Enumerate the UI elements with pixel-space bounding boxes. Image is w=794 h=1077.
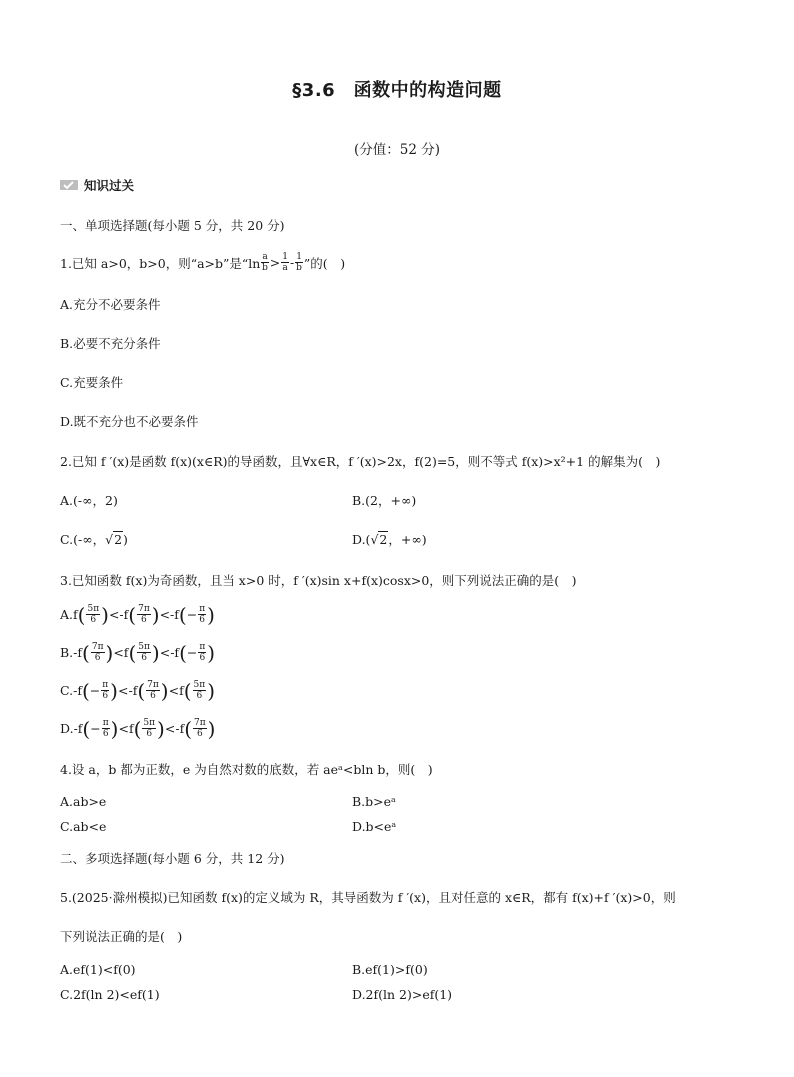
frac-7pi-6	[137, 604, 151, 625]
func-neg-f: -f	[73, 645, 83, 660]
score-info: (分值：52 分)	[353, 142, 440, 158]
func-neg-f: -f	[170, 645, 180, 660]
section-header	[60, 176, 134, 194]
frac-5pi-6	[86, 604, 100, 625]
func-f: f	[179, 683, 184, 698]
frac-pi-6	[198, 642, 206, 663]
func-neg-f: -f	[119, 607, 129, 622]
frac-numerator: 7π	[194, 718, 206, 728]
q3-option-b[interactable]: B. -f ( $\frac{7\pi}{6}$ ) < f ( $\frac{5\pi}{6}$ ) < -f ( − $\frac{\pi}{6}$ )	[60, 640, 216, 665]
frac-pi-6	[198, 604, 206, 625]
frac-denominator: 6	[199, 653, 206, 663]
q2-c-prefix: C.(-∞，	[60, 532, 106, 547]
option-label: C.	[60, 683, 74, 698]
frac-numerator: 1	[296, 252, 302, 262]
q2-option-d[interactable]	[352, 530, 427, 548]
frac-numerator: 7π	[147, 680, 159, 690]
option-label: D.	[60, 721, 74, 736]
frac-7pi-6	[193, 718, 207, 739]
q1-frac-1-over-a	[281, 252, 289, 273]
frac-numerator: π	[102, 680, 109, 690]
q5-option-a[interactable]: A.ef(1)<f(0)	[60, 962, 136, 977]
q2-option-a[interactable]: A.(-∞，2)	[60, 493, 118, 508]
lt: <	[113, 645, 124, 660]
frac-7pi-6	[146, 680, 160, 701]
frac-pi-6	[102, 718, 110, 739]
q3-option-a[interactable]: A. f ( $\frac{5\pi}{6}$ ) < -f ( $\frac{7\pi}{6}$ ) < -f ( − $\frac{\pi}{6}$ )	[60, 602, 215, 627]
frac-numerator: 7π	[138, 604, 150, 614]
sqrt-symbol: √ 2	[105, 532, 123, 547]
frac-denominator: 6	[150, 691, 156, 701]
frac-denominator: 6	[199, 615, 206, 625]
q1-option-c[interactable]: C.充要条件	[60, 375, 124, 390]
frac-denominator: 6	[141, 653, 147, 663]
q3-option-c[interactable]: C. -f ( − $\frac{\pi}{6}$ ) < -f ( $\frac{7\pi}{6}$ ) < f ( $\frac{5\pi}{6}$ )	[60, 678, 216, 703]
lt: <	[108, 607, 120, 622]
frac-denominator: 6	[146, 729, 153, 739]
frac-numerator: 5π	[143, 718, 156, 728]
q5-option-b[interactable]: B.ef(1)>f(0)	[352, 962, 428, 977]
part2-heading: 二、多项选择题(每小题 6 分，共 12 分)	[60, 851, 285, 866]
q1-minus: -	[289, 255, 295, 270]
q5-option-d[interactable]: D.2f(ln 2)>ef(1)	[352, 987, 453, 1002]
q4-option-b[interactable]: B.b>eᵃ	[352, 794, 396, 809]
frac-numerator: π	[102, 718, 109, 728]
checkmark-icon	[60, 179, 78, 191]
q1-option-b[interactable]: B.必要不充分条件	[60, 336, 161, 351]
sqrt-radicand: 2	[114, 532, 123, 547]
question-5-stem-line2: 下列说法正确的是( )	[60, 929, 183, 944]
func-neg-f: -f	[175, 721, 185, 736]
frac-numerator: 5π	[87, 604, 100, 614]
question-4-stem: 4.设 a，b 都为正数，e 为自然对数的底数，若 aeᵃ<bln b，则( )	[60, 762, 433, 777]
section-label: 知识过关	[84, 178, 135, 193]
sqrt-radicand: 2	[379, 532, 388, 547]
q2-d-suffix: ，+∞)	[388, 532, 427, 547]
question-5-stem-line1: 5.(2025·滁州模拟)已知函数 f(x)的定义域为 R，其导函数为 f ′(x)，且对任意的 x∈R，都有 f(x)+f ′(x)>0，则	[60, 890, 676, 905]
frac-numerator: π	[199, 642, 206, 652]
frac-5pi-6	[142, 718, 156, 739]
frac-pi-6	[101, 680, 109, 701]
func-neg-f: -f	[73, 721, 83, 736]
q1-prefix: 1.已知 a>0，b>0，则“a>b”是“ln	[60, 255, 261, 271]
frac-7pi-6	[91, 642, 105, 663]
neg-sign: −	[186, 645, 198, 660]
q4-option-c[interactable]: C.ab<e	[60, 819, 107, 834]
func-neg-f: -f	[128, 683, 138, 698]
frac-5pi-6	[193, 680, 207, 701]
lt: <	[159, 607, 171, 622]
q2-c-suffix: )	[123, 531, 128, 547]
q3-option-d[interactable]: D. -f ( − $\frac{\pi}{6}$ ) < f ( $\frac{5\pi}{6}$ ) < -f ( $\frac{7\pi}{6}$ )	[60, 716, 216, 741]
func-neg-f: -f	[73, 683, 82, 698]
frac-numerator: a	[262, 252, 268, 262]
frac-denominator: 6	[196, 729, 203, 739]
option-label: B.	[60, 645, 74, 660]
lt: <	[159, 645, 171, 660]
frac-denominator: 6	[196, 691, 203, 701]
lt: <	[118, 721, 129, 736]
frac-numerator: 5π	[193, 680, 206, 690]
frac-denominator: 6	[94, 653, 101, 663]
neg-sign: −	[89, 683, 101, 698]
frac-denominator: a	[282, 263, 288, 273]
frac-5pi-6	[137, 642, 151, 663]
q1-frac-a-over-b	[261, 252, 268, 273]
frac-denominator: 6	[102, 691, 109, 701]
option-label: A.	[60, 607, 74, 622]
q4-option-a[interactable]: A.ab>e	[60, 794, 107, 809]
question-1-stem	[60, 252, 345, 273]
q1-frac-1-over-b	[295, 252, 303, 273]
frac-numerator: 5π	[138, 642, 150, 652]
q1-option-a[interactable]: A.充分不必要条件	[60, 297, 161, 312]
question-2-stem: 2.已知 f ′(x)是函数 f(x)(x∈R)的导函数，且∀x∈R，f ′(x)>2x，f(2)=5，则不等式 f(x)>x²+1 的解集为( )	[60, 454, 661, 469]
part1-heading: 一、单项选择题(每小题 5 分，共 20 分)	[60, 218, 285, 233]
question-3-stem: 3.已知函数 f(x)为奇函数，且当 x>0 时，f ′(x)sin x+f(x)cosx>0，则下列说法正确的是( )	[60, 573, 577, 588]
sqrt-symbol: √ 2	[370, 532, 388, 547]
lt: <	[164, 721, 176, 736]
q5-option-c[interactable]: C.2f(ln 2)<ef(1)	[60, 987, 160, 1002]
frac-denominator: 6	[102, 729, 109, 739]
q2-d-prefix: D.(	[352, 531, 371, 547]
q1-suffix: ”的( )	[303, 255, 346, 271]
lt: <	[117, 683, 129, 698]
q1-option-d[interactable]: D.既不充分也不必要条件	[60, 414, 199, 429]
func-neg-f: -f	[170, 607, 179, 622]
func-f: f	[73, 607, 78, 622]
frac-numerator: π	[199, 604, 206, 614]
lt: <	[168, 683, 180, 698]
q2-option-b[interactable]: B.(2，+∞)	[352, 493, 417, 508]
func-f: f	[123, 645, 129, 660]
frac-numerator: 7π	[91, 642, 104, 652]
frac-numerator: 1	[282, 252, 288, 262]
frac-denominator: 6	[141, 615, 147, 625]
frac-denominator: b	[262, 263, 268, 273]
frac-denominator: b	[296, 263, 302, 273]
neg-sign: −	[186, 607, 198, 622]
func-f: f	[128, 721, 134, 736]
q1-gt: >	[269, 255, 281, 270]
frac-denominator: 6	[90, 615, 97, 625]
page-title: §3.6 函数中的构造问题	[292, 80, 502, 101]
neg-sign: −	[90, 721, 101, 736]
q2-option-c[interactable]	[60, 530, 128, 548]
q4-option-d[interactable]: D.b<eᵃ	[352, 819, 397, 834]
